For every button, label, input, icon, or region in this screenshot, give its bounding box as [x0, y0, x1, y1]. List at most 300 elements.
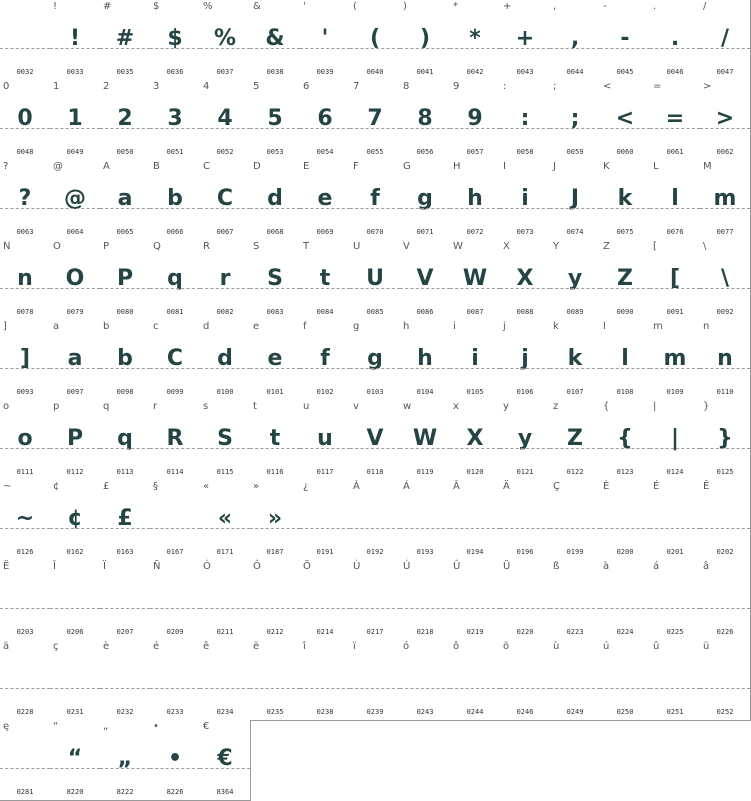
glyph-sample [600, 502, 650, 536]
character-label: G [403, 161, 411, 172]
glyph-cell [450, 0, 501, 81]
baseline-guide [700, 528, 750, 529]
character-label: m [653, 321, 663, 332]
char-code: 0051 [166, 148, 184, 156]
glyph-cell [650, 320, 701, 401]
character-label: 4 [203, 81, 210, 92]
glyph-cell [200, 720, 251, 801]
character-label: * [453, 1, 458, 12]
char-code: 0122 [566, 468, 584, 476]
character-label: ú [603, 641, 610, 652]
glyph-cell [500, 400, 551, 481]
char-code: 0192 [366, 548, 384, 556]
char-code: 0044 [566, 68, 584, 76]
glyph-cell [100, 320, 151, 401]
glyph-sample [650, 662, 700, 696]
char-code: 0238 [316, 708, 334, 716]
char-code: 0101 [266, 388, 284, 396]
glyph-cell [700, 240, 751, 321]
character-label: Y [553, 241, 560, 252]
char-code: 0039 [316, 68, 334, 76]
glyph-sample: n [717, 346, 733, 371]
glyph-cell [100, 160, 151, 241]
char-code: 0081 [166, 308, 184, 316]
glyph-cell [500, 640, 551, 721]
character-label: 0 [3, 81, 10, 92]
glyph-cell [400, 560, 451, 641]
glyph-sample: ¢ [67, 506, 83, 531]
char-code: 0053 [266, 148, 284, 156]
glyph-sample: : [520, 106, 530, 131]
char-code: 0080 [116, 308, 134, 316]
character-label: £ [103, 481, 110, 492]
glyph-cell [150, 560, 201, 641]
glyph-sample: ~ [15, 506, 35, 531]
character-label: Ó [203, 561, 211, 572]
baseline-guide [400, 48, 450, 49]
char-code: 8222 [116, 788, 134, 796]
baseline-guide [100, 768, 150, 769]
character-label: ~ [3, 481, 12, 492]
baseline-guide [50, 688, 100, 689]
character-label: € [203, 721, 210, 732]
char-code: 0203 [16, 628, 34, 636]
character-label: Ç [553, 481, 560, 492]
baseline-guide [500, 208, 550, 209]
character-label: K [603, 161, 610, 172]
glyph-cell [650, 560, 701, 641]
character-label: ¿ [303, 481, 309, 492]
glyph-cell [200, 480, 251, 561]
glyph-cell [200, 320, 251, 401]
glyph-cell [0, 640, 51, 721]
glyph-sample: g [367, 346, 383, 371]
baseline-guide [650, 528, 700, 529]
baseline-guide [700, 128, 750, 129]
char-code: 0231 [66, 708, 84, 716]
character-label: ( [353, 1, 357, 12]
baseline-guide [50, 448, 100, 449]
baseline-guide [150, 608, 200, 609]
character-label: â [703, 561, 710, 572]
character-label: « [203, 481, 210, 492]
baseline-guide [0, 608, 50, 609]
glyph-sample: ' [321, 26, 329, 51]
char-code: 0196 [516, 548, 534, 556]
baseline-guide [650, 48, 700, 49]
character-label: Ñ [153, 561, 161, 572]
glyph-sample [300, 582, 350, 616]
glyph-cell [0, 320, 51, 401]
character-label: ô [453, 641, 460, 652]
char-code: 0118 [366, 468, 384, 476]
baseline-guide [250, 48, 300, 49]
glyph-cell [650, 480, 701, 561]
glyph-sample [350, 662, 400, 696]
char-code: 0119 [416, 468, 434, 476]
baseline-guide [200, 608, 250, 609]
glyph-cell [50, 640, 101, 721]
glyph-sample: / [720, 26, 730, 51]
baseline-guide [450, 688, 500, 689]
character-label: 7 [353, 81, 360, 92]
baseline-guide [650, 608, 700, 609]
character-label: ! [53, 1, 58, 12]
glyph-sample: ) [419, 26, 431, 51]
glyph-cell [200, 160, 251, 241]
glyph-sample: > [715, 106, 735, 131]
char-code: 0073 [516, 228, 534, 236]
glyph-sample [400, 582, 450, 616]
glyph-sample [150, 662, 200, 696]
glyph-sample: „ [117, 746, 133, 771]
character-label: y [503, 401, 509, 412]
glyph-sample: X [466, 426, 484, 451]
baseline-guide [200, 768, 250, 769]
character-label: Ï [103, 561, 106, 572]
glyph-sample [0, 662, 50, 696]
glyph-sample [150, 582, 200, 616]
character-label: M [703, 161, 712, 172]
glyph-cell [100, 400, 151, 481]
glyph-cell [450, 560, 501, 641]
char-code: 0202 [716, 548, 734, 556]
baseline-guide [150, 128, 200, 129]
glyph-sample: h [417, 346, 433, 371]
glyph-sample [450, 502, 500, 536]
character-label: + [503, 1, 512, 12]
character-label: ç [53, 641, 59, 652]
char-code: 0064 [66, 228, 84, 236]
char-code: 0115 [216, 468, 234, 476]
glyph-sample: $ [167, 26, 183, 51]
character-label: { [603, 401, 610, 412]
glyph-sample: 5 [267, 106, 283, 131]
baseline-guide [250, 288, 300, 289]
glyph-cell [400, 320, 451, 401]
baseline-guide [150, 448, 200, 449]
character-label: @ [53, 161, 63, 172]
glyph-sample: m [663, 346, 687, 371]
baseline-guide [150, 288, 200, 289]
char-code: 0107 [566, 388, 584, 396]
char-code: 0225 [666, 628, 684, 636]
baseline-guide [50, 128, 100, 129]
glyph-sample: o [17, 426, 33, 451]
baseline-guide [500, 528, 550, 529]
glyph-sample: O [65, 266, 85, 291]
glyph-cell [500, 480, 551, 561]
glyph-sample: n [17, 266, 33, 291]
character-label: J [553, 161, 556, 172]
char-code: 0214 [316, 628, 334, 636]
char-code: 0059 [566, 148, 584, 156]
character-label: z [553, 401, 559, 412]
glyph-cell [700, 80, 751, 161]
baseline-guide [350, 608, 400, 609]
glyph-cell [500, 320, 551, 401]
glyph-sample: - [620, 26, 630, 51]
glyph-cell [100, 720, 151, 801]
glyph-cell [350, 400, 401, 481]
char-code: 0121 [516, 468, 534, 476]
glyph-cell [250, 160, 301, 241]
character-label: S [253, 241, 260, 252]
glyph-cell [300, 80, 351, 161]
glyph-sample: Z [567, 426, 583, 451]
glyph-cell [600, 480, 651, 561]
character-label: à [603, 561, 610, 572]
char-code: 0035 [116, 68, 134, 76]
character-label: O [53, 241, 61, 252]
glyph-sample: e [317, 186, 333, 211]
character-label: ä [3, 641, 10, 652]
character-label: v [353, 401, 359, 412]
character-label: P [103, 241, 110, 252]
character-label: B [153, 161, 160, 172]
char-code: 0116 [266, 468, 284, 476]
glyph-sample: P [66, 426, 84, 451]
baseline-guide [150, 688, 200, 689]
char-code: 0120 [466, 468, 484, 476]
baseline-guide [600, 688, 650, 689]
glyph-sample: ] [19, 346, 31, 371]
baseline-guide [200, 688, 250, 689]
char-code: 0074 [566, 228, 584, 236]
char-code: 0194 [466, 548, 484, 556]
character-label: % [203, 1, 213, 12]
glyph-cell [0, 720, 51, 801]
character-label: ] [3, 321, 7, 332]
character-label: g [353, 321, 360, 332]
glyph-sample: + [515, 26, 535, 51]
char-code: 0065 [116, 228, 134, 236]
character-label: , [553, 1, 557, 12]
char-code: 0212 [266, 628, 284, 636]
glyph-sample [400, 662, 450, 696]
char-code: 0199 [566, 548, 584, 556]
glyph-cell [400, 400, 451, 481]
baseline-guide [100, 608, 150, 609]
char-code: 0114 [166, 468, 184, 476]
char-code: 0250 [616, 708, 634, 716]
char-code: 0171 [216, 548, 234, 556]
baseline-guide [400, 368, 450, 369]
glyph-sample: j [521, 346, 529, 371]
character-label: N [3, 241, 11, 252]
char-code: 0211 [216, 628, 234, 636]
glyph-sample: t [319, 266, 331, 291]
baseline-guide [650, 128, 700, 129]
glyph-cell [300, 480, 351, 561]
glyph-cell [450, 80, 501, 161]
baseline-guide [100, 688, 150, 689]
character-label: ' [303, 1, 306, 12]
glyph-sample [350, 582, 400, 616]
glyph-cell [400, 80, 451, 161]
baseline-guide [550, 128, 600, 129]
character-label: 3 [153, 81, 160, 92]
char-code: 0097 [66, 388, 84, 396]
character-label: | [653, 401, 657, 412]
char-code: 0117 [316, 468, 334, 476]
char-code: 0089 [566, 308, 584, 316]
baseline-guide [100, 48, 150, 49]
glyph-sample: P [116, 266, 134, 291]
glyph-sample: • [167, 746, 183, 771]
baseline-guide [250, 208, 300, 209]
baseline-guide [0, 288, 50, 289]
char-code: 0112 [66, 468, 84, 476]
character-label: ê [203, 641, 210, 652]
glyph-sample: W [462, 266, 488, 291]
character-label: ù [553, 641, 560, 652]
glyph-cell [650, 0, 701, 81]
char-code: 0078 [16, 308, 34, 316]
glyph-sample [150, 502, 200, 536]
glyph-cell [100, 480, 151, 561]
baseline-guide [250, 128, 300, 129]
glyph-sample: m [713, 186, 737, 211]
character-label: À [353, 481, 360, 492]
char-code: 0068 [266, 228, 284, 236]
glyph-sample: J [570, 186, 580, 211]
baseline-guide [600, 608, 650, 609]
char-code: 0090 [616, 308, 634, 316]
glyph-sample: 1 [67, 106, 83, 131]
glyph-cell [650, 400, 701, 481]
baseline-guide [150, 768, 200, 769]
glyph-sample: U [366, 266, 384, 291]
baseline-guide [550, 448, 600, 449]
glyph-sample: € [217, 746, 233, 771]
glyph-cell [250, 560, 301, 641]
glyph-sample: b [117, 346, 133, 371]
character-label: Ë [3, 561, 10, 572]
char-code: 0207 [116, 628, 134, 636]
baseline-guide [200, 448, 250, 449]
character-label: j [503, 321, 506, 332]
character-label: l [603, 321, 606, 332]
glyph-sample: “ [67, 746, 83, 771]
baseline-guide [400, 448, 450, 449]
glyph-cell [650, 240, 701, 321]
baseline-guide [550, 528, 600, 529]
baseline-guide [550, 288, 600, 289]
baseline-guide [350, 528, 400, 529]
glyph-cell [50, 560, 101, 641]
glyph-cell [300, 0, 351, 81]
char-code: 0123 [616, 468, 634, 476]
char-code: 0102 [316, 388, 334, 396]
glyph-sample: W [412, 426, 438, 451]
character-label: á [653, 561, 660, 572]
char-code: 0054 [316, 148, 334, 156]
glyph-cell [700, 560, 751, 641]
glyph-cell [50, 400, 101, 481]
character-label: c [153, 321, 159, 332]
char-code: 0109 [666, 388, 684, 396]
baseline-guide [250, 608, 300, 609]
glyph-cell [450, 400, 501, 481]
char-code: 0055 [366, 148, 384, 156]
baseline-guide [400, 288, 450, 289]
glyph-sample [700, 502, 750, 536]
char-code: 0049 [66, 148, 84, 156]
baseline-guide [400, 128, 450, 129]
baseline-guide [600, 288, 650, 289]
glyph-sample: | [670, 426, 680, 451]
character-label: Ö [303, 561, 311, 572]
character-label: Î [53, 561, 56, 572]
baseline-guide [700, 288, 750, 289]
char-code: 0252 [716, 708, 734, 716]
glyph-cell [0, 480, 51, 561]
baseline-guide [500, 448, 550, 449]
character-label: f [303, 321, 307, 332]
baseline-guide [350, 48, 400, 49]
baseline-guide [450, 608, 500, 609]
glyph-cell [550, 480, 601, 561]
char-code: 0110 [716, 388, 734, 396]
glyph-sample: V [366, 426, 384, 451]
character-label: C [203, 161, 210, 172]
baseline-guide [350, 368, 400, 369]
glyph-sample [300, 662, 350, 696]
character-label: e [253, 321, 260, 332]
baseline-guide [600, 128, 650, 129]
glyph-sample: \ [720, 266, 730, 291]
baseline-guide [100, 128, 150, 129]
character-label: V [403, 241, 410, 252]
char-code: 0232 [116, 708, 134, 716]
char-code: 0085 [366, 308, 384, 316]
baseline-guide [700, 368, 750, 369]
baseline-guide [650, 368, 700, 369]
character-label: I [503, 161, 506, 172]
char-code: 0086 [416, 308, 434, 316]
glyph-cell [600, 160, 651, 241]
baseline-guide [650, 208, 700, 209]
char-code: 0061 [666, 148, 684, 156]
baseline-guide [550, 368, 600, 369]
glyph-cell [200, 0, 251, 81]
character-label: Á [403, 481, 410, 492]
baseline-guide [0, 448, 50, 449]
glyph-sample: 7 [367, 106, 383, 131]
glyph-cell [550, 400, 601, 481]
glyph-cell [550, 80, 601, 161]
character-label: q [103, 401, 110, 412]
glyph-sample [500, 662, 550, 696]
baseline-guide [150, 368, 200, 369]
character-label: } [703, 401, 710, 412]
char-code: 0048 [16, 148, 34, 156]
character-label: 5 [253, 81, 260, 92]
glyph-sample [200, 582, 250, 616]
glyph-sample: ; [570, 106, 580, 131]
char-code: 0125 [716, 468, 734, 476]
glyph-sample [200, 662, 250, 696]
baseline-guide [50, 528, 100, 529]
baseline-guide [300, 688, 350, 689]
glyph-sample [650, 582, 700, 616]
character-label: = [653, 81, 662, 92]
glyph-cell [150, 0, 201, 81]
char-code: 0069 [316, 228, 334, 236]
glyph-cell [50, 0, 101, 81]
glyph-cell [200, 80, 251, 161]
